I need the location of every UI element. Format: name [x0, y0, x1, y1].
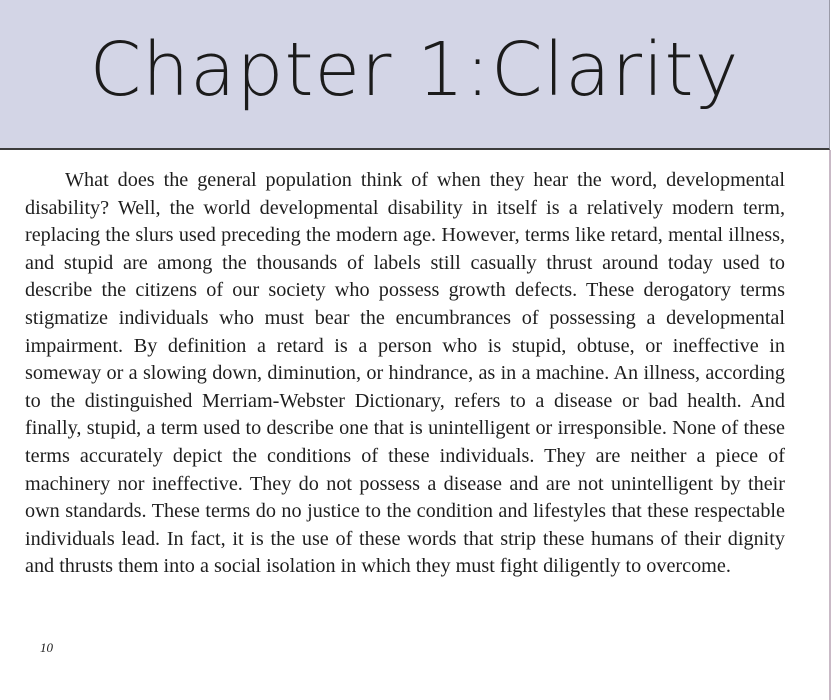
chapter-title: Chapter 1:Clarity — [89, 27, 740, 113]
chapter-header — [0, 0, 830, 150]
page-number: 10 — [40, 640, 53, 655]
body-paragraph: What does the general population think of when they hear the word, developmental disability? Well, the world developmental disability in itself is a relatively modern term, replacing the slurs used preceding the modern age. However, terms like retard, mental illness, and stupid are among the thousands of labels still casually thrust around today used to describe the citizens of our society who possess growth defects. These derogatory terms stigmatize individuals who must bear the encumbrances of possessing a developmental impairment. By definition a retard is a person who is stupid, obtuse, or ineffective in someway or a slowing down, diminution, or hindrance, as in a machine. An illness, according to the distinguished Merriam-Webster Dictionary, refers to a disease or bad health. And finally, stupid, a term used to describe one that is unintelligent or irresponsible. None of these terms accurately depict the conditions of these individuals. They are neither a piece of machinery nor ineffective. They do not possess a disease and are not unintelligent by their own standards. These terms do no justice to the condition and lifestyles that these respectable individuals lead. In fact, it is the use of these words that strip these humans of their dignity and thrusts them into a social isolation in which they must fight diligently to overcome. — [25, 169, 785, 578]
